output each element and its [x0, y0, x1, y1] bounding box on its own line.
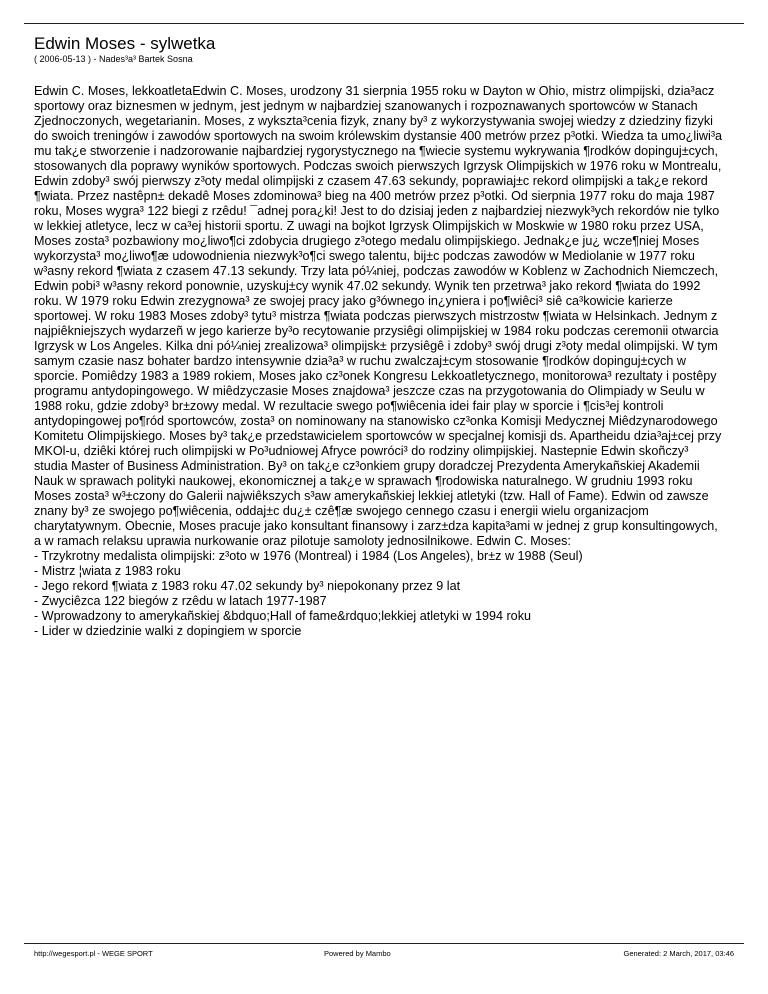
list-item: - Zwyciêzca 122 biegów z rzêdu w latach 1977-1987 [34, 594, 327, 608]
list-item: - Mistrz ¦wiata z 1983 roku [34, 564, 181, 578]
list-item: - Wprowadzony to amerykañskiej &bdquo;Hall of fame&rdquo;lekkiej atletyki w 1994 roku [34, 609, 531, 623]
list-item: - Jego rekord ¶wiata z 1983 roku 47.02 sekundy by³ niepokonany przez 9 lat [34, 579, 461, 593]
article-header [34, 34, 734, 65]
header-divider [24, 23, 744, 24]
footer-powered-by: Powered by Mambo [324, 949, 391, 958]
page-footer [34, 949, 734, 959]
footer-generated-date: Generated: 2 March, 2017, 03:46 [623, 949, 734, 958]
footer-divider [24, 943, 744, 944]
article-title: Edwin Moses - sylwetka [34, 34, 216, 53]
list-item: - Lider w dziedzinie walki z dopingiem w sporcie [34, 624, 302, 638]
article-paragraph: Edwin C. Moses, lekkoatletaEdwin C. Moses, urodzony 31 sierpnia 1955 roku w Dayton w Ohio, mistrz olimpijski, dzia³acz sportowy oraz biznesmen w jednym, jest jednym w najbardziej szanowanych i rozpoznawanych sportowców w Stanach Zjednoczonych, wegetarianin. Moses, z wykszta³cenia fizyk, znany by³ z wykorzystywania swojej wiedzy z dziedziny fizyki do swoich treningów i zawodów sportowych na swoim królewskim dystansie 400 metrów przez p³otki. Wiedza ta umo¿liwi³a mu tak¿e stworzenie i nadzorowanie najbardziej rygorystycznego na ¶wiecie systemu wykrywania ¶rodków dopinguj±cych, stosowanych dla poprawy wyników sportowych. Podczas swoich pierwszych Igrzysk Olimpijskich w 1976 roku w Montrealu, Edwin zdoby³ swój pierwszy z³oty medal olimpijski z czasem 47.63 sekundy, poprawiaj±c rekord olimpijski a tak¿e rekord ¶wiata. Przez nastêpn± dekadê Moses zdominowa³ bieg na 400 metrów przez p³otki. Od sierpnia 1977 roku do maja 1987 roku, Moses wygra³ 122 biegi z rzêdu! ¯adnej pora¿ki! Jest to do dzisiaj jeden z najbardziej niezwyk³ych rekordów nie tylko w lekkiej atletyce, lecz w ca³ej historii sportu. Z uwagi na bojkot Igrzysk Olimpijskich w Moskwie w 1980 roku przez USA, Moses zosta³ pozbawiony mo¿liwo¶ci zdobycia drugiego z³otego medalu olimpijskiego. Jednak¿e ju¿ wcze¶niej Moses wykorzysta³ mo¿liwo¶æ udowodnienia niezwyk³o¶ci swego talentu, bij±c podczas zawodów w Mediolanie w 1977 roku w³asny rekord ¶wiata z czasem 47.13 sekundy. Trzy lata pó¼niej, podczas zawodów w Koblenz w Zachodnich Niemczech, Edwin pobi³ w³asny rekord ponownie, uzyskuj±cy wynik 47.02 sekundy. Wynik ten przetrwa³ jako rekord ¶wiata do 1992 roku. W 1979 roku Edwin zrezygnowa³ ze swojej pracy jako g³ównego in¿yniera i po¶wiêci³ siê ca³kowicie karierze sportowej. W roku 1983 Moses zdoby³ tytu³ mistrza ¶wiata podczas pierwszych mistrzostw ¶wiata w Helsinkach. Jednym z najpiêkniejszych wydarzeñ w jego karierze by³o recytowanie przysiêgi olimpijskiej w 1984 roku podczas ceremonii otwarcia Igrzysk w Los Angeles. Kilka dni pó¼niej zrealizowa³ olimpijsk± przysiêgê i zdoby³ swój drugi z³oty medal olimpijski. W tym samym czasie nasz bohater bardzo intensywnie dzia³a³ w ruchu zwalczaj±cym stosowanie ¶rodków dopinguj±cych w sporcie. Pomiêdzy 1983 a 1989 rokiem, Moses jako cz³onek Kongresu Lekkoatletycznego, monitorowa³ rezultaty i postêpy programu antydopingowego. W miêdzyczasie Moses znajdowa³ jeszcze czas na przygotowania do Olimpiady w Seulu w 1988 roku, gdzie zdoby³ br±zowy medal. W rezultacie swego po¶wiêcenia idei fair play w sporcie i ¶cis³ej kontroli antydopingowej po¶ród sportowców, zosta³ on nominowany na stanowisko cz³onka Komisji Medycznej Miêdzynarodowego Komitetu Olimpijskiego. Moses by³ tak¿e przedstawicielem sportowców w specjalnej komisji ds. Apartheidu dzia³aj±cej przy MKOl-u, dziêki której ruch olimpijski w Po³udniowej Afryce powróci³ do rodziny olimpijskiej. Nastepnie Edwin skoñczy³ studia Master of Business Administration. By³ on tak¿e cz³onkiem grupy doradczej Prezydenta Amerykañskiej Akademii Nauk w sprawach polityki naukowej, ekonomicznej a tak¿e w sprawach ¶rodowiska naturalnego. W grudniu 1993 roku Moses zosta³ w³±czony do Galerii najwiêkszych s³aw amerykañskiej lekkiej atletyki (tzw. Hall of Fame). Edwin od zawsze znany by³ ze swojego po¶wiêcenia, oddaj±c du¿± czê¶æ swojego cennego czasu i energii wielu organizacjom charytatywnym. Obecnie, Moses pracuje jako konsultant finansowy i zarz±dza kapita³ami w jednej z grup konsultingowych, a w ramach relaksu uprawia nurkowanie oraz pilotuje samoloty jednosilnikowe. Edwin C. Moses: [34, 84, 723, 548]
achievements-list [34, 549, 724, 639]
article-meta: ( 2006-05-13 ) - Nades³a³ Bartek Sosna [34, 54, 193, 64]
article-body [34, 84, 724, 639]
list-item: - Trzykrotny medalista olimpijski: z³oto w 1976 (Montreal) i 1984 (Los Angeles), br±z w 1988 (Seul) [34, 549, 583, 563]
footer-site-url: http://wegesport.pl - WEGE SPORT [34, 949, 153, 958]
